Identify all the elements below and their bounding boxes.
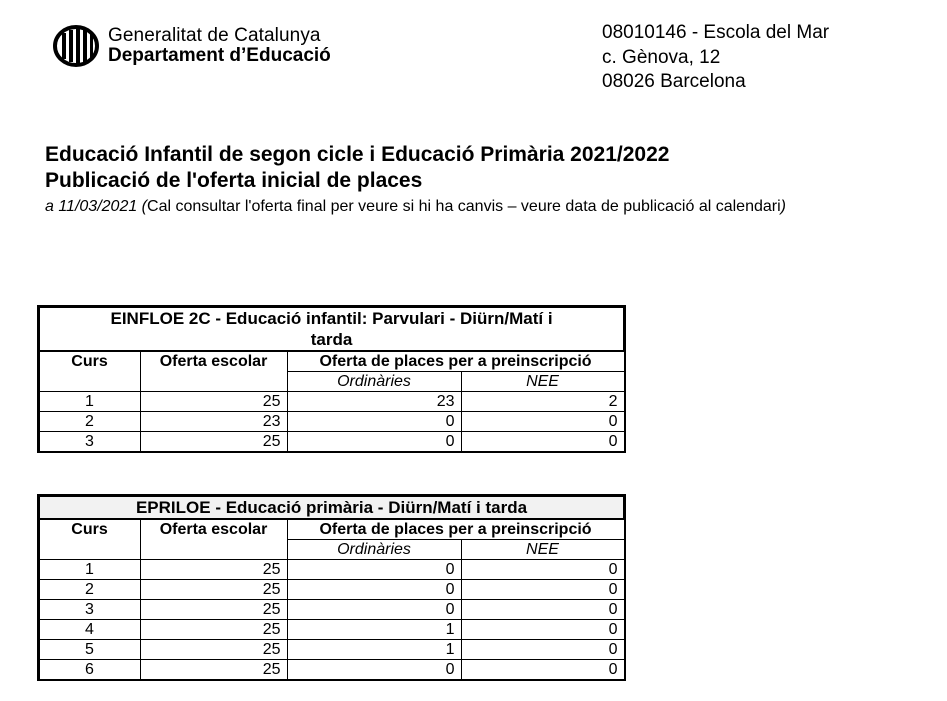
- cell-nee: 0: [461, 412, 624, 432]
- table-row: [39, 392, 624, 412]
- table-primaria: [38, 495, 625, 680]
- cell-nee: 0: [461, 432, 624, 452]
- cell-curs: 6: [39, 660, 140, 680]
- table-title: EINFLOE 2C - Educació infantil: Parvulari - Diürn/Matí i tarda: [39, 307, 624, 351]
- cell-ordinaries: 23: [287, 392, 461, 412]
- cell-ordinaries: 0: [287, 432, 461, 452]
- cell-oferta: 25: [140, 560, 287, 580]
- cell-oferta: 25: [140, 620, 287, 640]
- cell-curs: 2: [39, 412, 140, 432]
- col-header-curs: Curs: [39, 351, 140, 392]
- publication-note: [45, 196, 786, 218]
- col-header-ordinaries: Ordinàries: [287, 372, 461, 392]
- cell-ordinaries: 0: [287, 660, 461, 680]
- cell-curs: 3: [39, 600, 140, 620]
- table-row: [39, 412, 624, 432]
- cell-ordinaries: 0: [287, 560, 461, 580]
- table-row: [39, 432, 624, 452]
- generalitat-logo: [53, 25, 331, 67]
- school-address: [602, 21, 829, 95]
- note-open-paren: (: [137, 198, 148, 215]
- generalitat-emblem-icon: [53, 25, 99, 67]
- cell-curs: 1: [39, 560, 140, 580]
- cell-oferta: 25: [140, 580, 287, 600]
- note-close-paren: ): [780, 198, 786, 215]
- col-header-preinscripcio: Oferta de places per a preinscripció: [287, 351, 624, 372]
- col-header-curs: Curs: [39, 519, 140, 560]
- table-row: [39, 560, 624, 580]
- cell-curs: 4: [39, 620, 140, 640]
- table-row: [39, 640, 624, 660]
- cell-nee: 0: [461, 660, 624, 680]
- publication-date: a 11/03/2021: [45, 198, 138, 215]
- table-row: [39, 660, 624, 680]
- table-row: [39, 580, 624, 600]
- col-header-nee: NEE: [461, 372, 624, 392]
- cell-curs: 2: [39, 580, 140, 600]
- cell-ordinaries: 1: [287, 620, 461, 640]
- cell-nee: 0: [461, 560, 624, 580]
- cell-oferta: 25: [140, 432, 287, 452]
- cell-ordinaries: 0: [287, 412, 461, 432]
- school-street: c. Gènova, 12: [602, 46, 721, 68]
- cell-nee: 0: [461, 600, 624, 620]
- cell-ordinaries: 0: [287, 580, 461, 600]
- school-code-name: 08010146 - Escola del Mar: [602, 22, 830, 43]
- document-heading: [45, 142, 786, 218]
- col-header-oferta-escolar: Oferta escolar: [140, 519, 287, 560]
- col-header-preinscripcio: Oferta de places per a preinscripció: [287, 519, 624, 540]
- cell-curs: 1: [39, 392, 140, 412]
- col-header-nee: NEE: [461, 540, 624, 560]
- department-name: Departament d’Educació: [108, 45, 331, 66]
- note-text: Cal consultar l'oferta final per veure si hi ha canvis – veure data de publicació al calendari: [147, 198, 781, 215]
- document-title: Educació Infantil de segon cicle i Educació Primària 2021/2022: [45, 143, 670, 166]
- table-row: [39, 620, 624, 640]
- table-title: EPRILOE - Educació primària - Diürn/Matí i tarda: [39, 496, 624, 519]
- cell-oferta: 25: [140, 640, 287, 660]
- school-city: 08026 Barcelona: [602, 71, 746, 92]
- cell-ordinaries: 1: [287, 640, 461, 660]
- org-name: Generalitat de Catalunya: [108, 25, 321, 46]
- cell-curs: 5: [39, 640, 140, 660]
- cell-nee: 0: [461, 640, 624, 660]
- cell-curs: 3: [39, 432, 140, 452]
- cell-nee: 2: [461, 392, 624, 412]
- cell-oferta: 25: [140, 660, 287, 680]
- cell-nee: 0: [461, 580, 624, 600]
- cell-nee: 0: [461, 620, 624, 640]
- document-subtitle: Publicació de l'oferta inicial de places: [45, 169, 423, 192]
- cell-ordinaries: 0: [287, 600, 461, 620]
- cell-oferta: 23: [140, 412, 287, 432]
- cell-oferta: 25: [140, 600, 287, 620]
- table-row: [39, 600, 624, 620]
- col-header-oferta-escolar: Oferta escolar: [140, 351, 287, 392]
- table-infantil: [38, 306, 625, 452]
- cell-oferta: 25: [140, 392, 287, 412]
- col-header-ordinaries: Ordinàries: [287, 540, 461, 560]
